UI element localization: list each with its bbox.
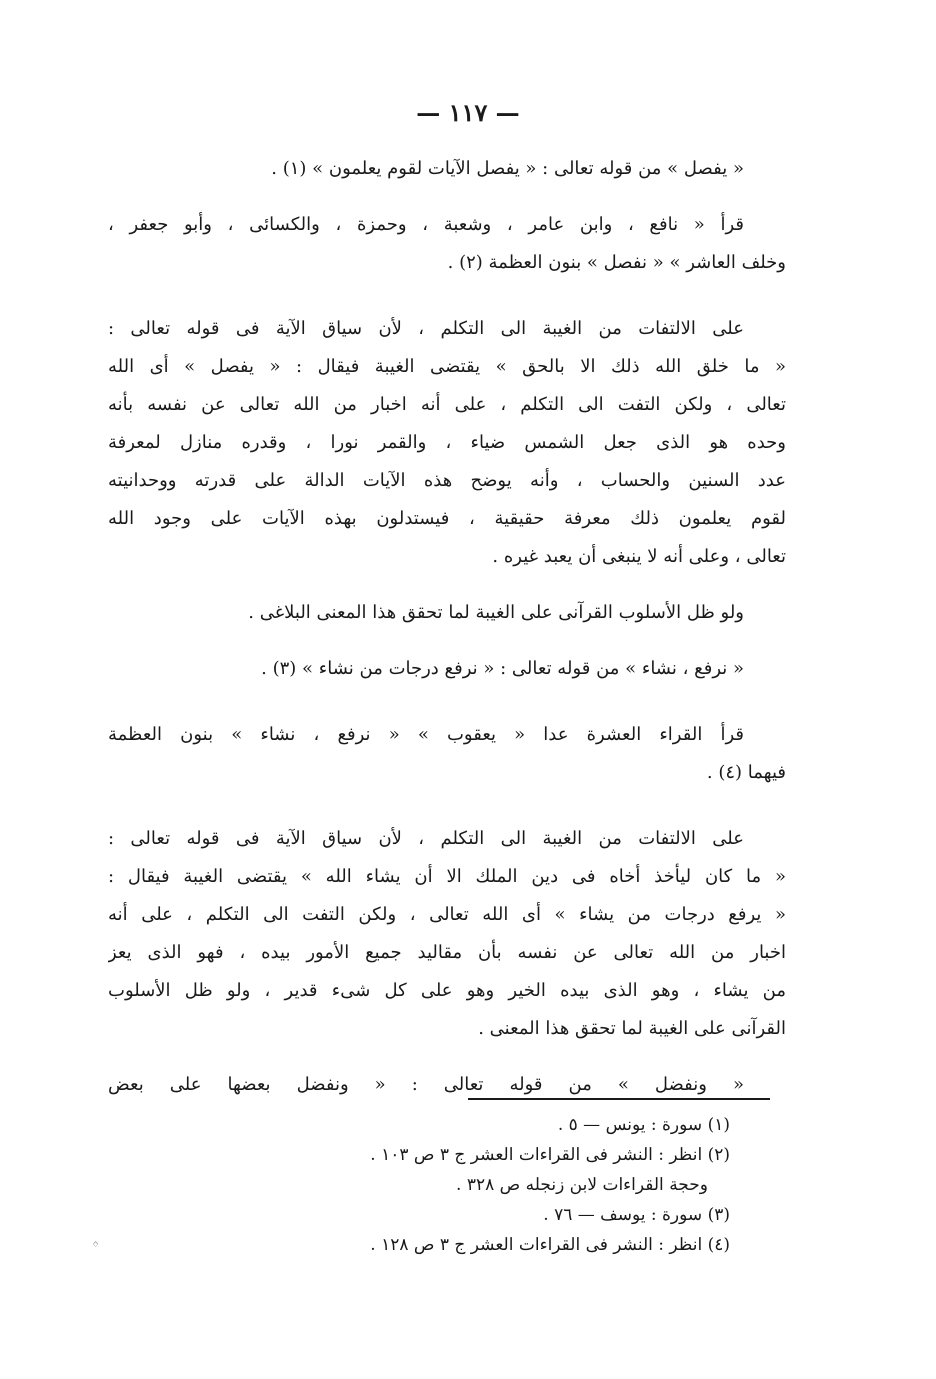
text-line: « نرفع ، نشاء » من قوله تعالى : « نرفع درجات من نشاء » (٣) .: [261, 658, 744, 679]
footnote-line: (٤) انظر : النشر فى القراءات العشر ج ٣ ص ١٢٨ .: [370, 1235, 730, 1255]
footnote-line: وحجة القراءات لابن زنجله ص ٣٢٨ .: [456, 1175, 708, 1195]
paragraph-gap: [108, 632, 786, 650]
text-line: اخبار من الله تعالى عن نفسه بأن مقاليد جميع الأمور بيده ، فهو الذى يعز: [108, 942, 786, 963]
text-line: عدد السنين والحساب ، وأنه يوضح هذه الآيات الدالة على قدرته ووحدانيته: [108, 470, 786, 491]
text-line: قرأ القراء العشرة عدا « يعقوب » « نرفع ، نشاء » بنون العظمة: [108, 724, 744, 745]
text-line: لقوم يعلمون ذلك معرفة حقيقية ، فيستدلون بهذه الآيات على وجود الله: [108, 508, 786, 529]
page-number: — ١١٧ —: [416, 98, 520, 127]
margin-mark: ᛜ: [92, 1238, 100, 1252]
paragraph-gap: [108, 1048, 786, 1066]
text-line: من يشاء ، وهو الذى بيده الخير وهو على كل شىء قدير ، ولو ظل الأسلوب: [108, 980, 786, 1001]
paragraph-gap: [108, 282, 786, 310]
paragraph-gap: [108, 576, 786, 594]
text-line: « يفصل » من قوله تعالى : « يفصل الآيات لقوم يعلمون » (١) .: [271, 158, 744, 179]
footnotes: [200, 1110, 730, 1260]
text-line: « يرفع درجات من يشاء » أى الله تعالى ، ولكن التفت الى التكلم ، على أنه: [108, 904, 786, 925]
paragraph-gap: [108, 688, 786, 716]
paragraph-gap: [108, 792, 786, 820]
text-line: « ما كان ليأخذ أخاه فى دين الملك الا أن يشاء الله » يقتضى الغيبة فيقال :: [108, 866, 786, 887]
body-text: [108, 150, 786, 1104]
text-line: وخلف العاشر » « نفصل » بنون العظمة (٢) .: [447, 252, 786, 273]
paragraph-gap: [108, 188, 786, 206]
text-line: على الالتفات من الغيبة الى التكلم ، لأن سياق الآية فى قوله تعالى :: [108, 318, 744, 339]
text-line: فيهما (٤) .: [706, 762, 786, 783]
text-line: على الالتفات من الغيبة الى التكلم ، لأن سياق الآية فى قوله تعالى :: [108, 828, 744, 849]
text-line: تعالى ، وعلى أنه لا ينبغى أن يعبد غيره .: [492, 546, 786, 567]
text-line: قرأ « نافع ، وابن عامر ، وشعبة ، وحمزة ، والكسائى ، وأبو جعفر ،: [108, 214, 744, 235]
text-line: ولو ظل الأسلوب القرآنى على الغيبة لما تحقق هذا المعنى البلاغى .: [248, 602, 744, 623]
text-line: وحده هو الذى جعل الشمس ضياء ، والقمر نورا ، وقدره منازل لمعرفة: [108, 432, 786, 453]
footnote-divider: [468, 1098, 770, 1100]
footnote-line: (١) سورة : يونس — ٥ .: [557, 1115, 730, 1135]
text-line: القرآنى على الغيبة لما تحقق هذا المعنى .: [478, 1018, 786, 1039]
footnote-line: (٣) سورة : يوسف — ٧٦ .: [543, 1205, 730, 1225]
footnote-line: (٢) انظر : النشر فى القراءات العشر ج ٣ ص ١٠٣ .: [370, 1145, 730, 1165]
text-line: « ما خلق الله ذلك الا بالحق » يقتضى الغيبة فيقال : « يفصل » أى الله: [108, 356, 786, 377]
text-line: « ونفضل » من قوله تعالى : « ونفضل بعضها على بعض: [108, 1074, 744, 1095]
text-line: تعالى ، ولكن التفت الى التكلم ، على أنه اخبار من الله تعالى عن نفسه بأنه: [108, 394, 786, 415]
